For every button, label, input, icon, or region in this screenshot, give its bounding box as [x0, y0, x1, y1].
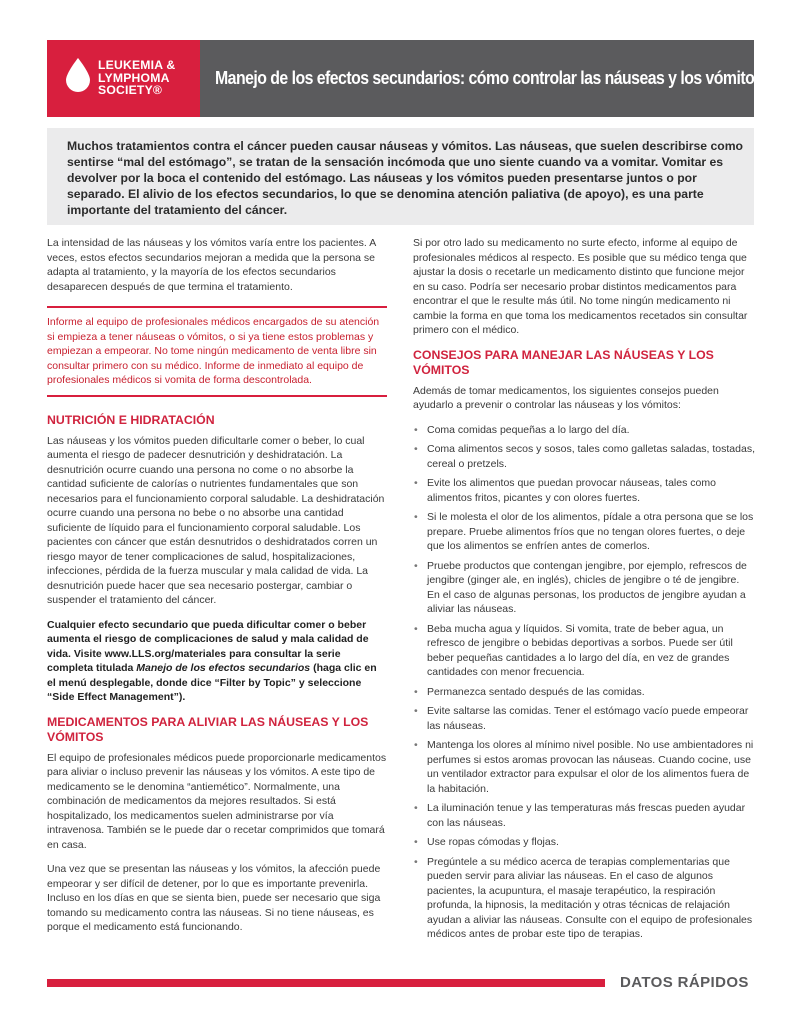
- alert-box: [47, 306, 387, 397]
- list-item: • Coma alimentos secos y sosos, tales como galletas saladas, tostadas, cereal o pretzels.: [413, 442, 755, 471]
- logo-line: SOCIETY®: [98, 83, 163, 97]
- logo-wordmark: [98, 59, 175, 97]
- blood-drop-icon: [66, 58, 90, 92]
- alert-text: Informe al equipo de profesionales médicos encargados de su atención si empieza a tener náuseas o vómitos, o si ya tiene estos problemas y empiezan a empeorar. No tome ningún medicamento de venta libre sin consultar primero con su médico. Informe de inmediato al equipo de profesionales médicos si vomita de forma descontrolada.: [47, 316, 380, 386]
- header-banner: [47, 40, 763, 117]
- logo-line: LYMPHOMA: [98, 70, 170, 85]
- list-item: • Use ropas cómodas y flojas.: [413, 835, 755, 850]
- intro-box: [47, 128, 754, 225]
- list-item: • Coma comidas pequeñas a lo largo del día.: [413, 423, 755, 438]
- medications-paragraph: El equipo de profesionales médicos puede proporcionarle medicamentos para aliviar o incluso prevenir las náuseas y los vómitos. A este tipo de medicamento se le denomina “antiemético”. Normalmente, una combinación de medicamentos da mejores resultados. Si está hospitalizado, los medicamentos suelen administrarse por vía intravenosa. También se le puede dar o recetar comprimidos que tomará en casa.: [47, 751, 387, 851]
- tips-list: [413, 423, 755, 942]
- nutrition-heading: NUTRICIÓN E HIDRATACIÓN: [47, 412, 215, 427]
- list-item: • Si le molesta el olor de los alimentos, pídale a otra persona que se los prepare. Pruebe alimentos fríos que no tengan olores fuertes, o deje que los alimentos se enfríen antes de comerlos.: [413, 510, 755, 554]
- left-column: [47, 236, 387, 945]
- series-note-text-end: (haga clic en el menú desplegable, donde dice “Filter by Topic” y seleccione “Side Effect Management”).: [47, 662, 377, 703]
- list-item: • Permanezca sentado después de las comidas.: [413, 685, 755, 700]
- adjust-paragraph: Si por otro lado su medicamento no surte efecto, informe al equipo de profesionales médicos al respecto. Es posible que su médico tenga que ajustar la dosis o recetarle un medicamento distinto que funcione mejor en su caso. Podría ser necesario probar distintos medicamentos para encontrar el que le resulte más útil. No tome ningún medicamento ni cambie la forma en que toma los medicamentos recetados sin consultar primero con el médico.: [413, 237, 748, 336]
- tips-intro: Además de tomar medicamentos, los siguientes consejos pueden ayudarlo a prevenir o controlar las náuseas y los vómitos:: [413, 384, 719, 411]
- list-item: • Pregúntele a su médico acerca de terapias complementarias que pueden servir para aliviar las náuseas. En el caso de algunos pacientes, la acupuntura, el masaje terapéutico, la respiración profunda, la hipnosis, la meditación y otras técnicas de relajación ayudan a aliviar las náuseas. Consulte con el equipo de profesionales médicos antes de probar este tipo de terapias.: [413, 855, 755, 942]
- footer-label: DATOS RÁPIDOS: [620, 974, 749, 991]
- medications-heading: MEDICAMENTOS PARA ALIVIAR LAS NÁUSEAS Y LOS VÓMITOS: [47, 714, 369, 744]
- logo-line: LEUKEMIA &: [98, 58, 176, 72]
- list-item: • Evite los alimentos que puedan provocar náuseas, tales como alimentos fritos, picantes y con olores fuertes.: [413, 476, 755, 505]
- lls-logo[interactable]: [47, 40, 200, 117]
- tips-heading: CONSEJOS PARA MANEJAR LAS NÁUSEAS Y LOS VÓMITOS: [413, 347, 714, 377]
- list-item: • Pruebe productos que contengan jengibre, por ejemplo, refrescos de jengibre (ginger ale, en inglés), chicles de jengibre o té de jengibre. En el caso de algunas personas, los productos de jengibre ayudan a aliviar las náuseas.: [413, 559, 755, 617]
- prevention-paragraph: Una vez que se presentan las náuseas y los vómitos, la afección puede empeorar y ser difícil de detener, por lo que es importante prevenirla. Incluso en los días en que se sienta bien, puede ser necesario que siga tomando su medicamento contra las náuseas. Si no tiene náuseas, es porque el medicamento está funcionando.: [47, 863, 381, 933]
- right-column: [413, 236, 755, 947]
- series-title: Manejo de los efectos secundarios: [136, 662, 311, 674]
- list-item: • Beba mucha agua y líquidos. Si vomita, trate de beber agua, un refresco de jengibre o bebidas deportivas a sorbos. Puede ser útil beber pequeñas cantidades a lo largo del día, en vez de grandes cantidades con menor frecuencia.: [413, 622, 755, 680]
- list-item: • Mantenga los olores al mínimo nivel posible. No use ambientadores ni perfumes si estos aromas provocan las náuseas. Cuando cocine, use un ventilador extractor para expulsar el olor de los alimentos fuera de la habitación.: [413, 738, 755, 796]
- footer-bar: [47, 979, 605, 987]
- nutrition-paragraph: Las náuseas y los vómitos pueden dificultarle comer o beber, lo cual aumenta el riesgo de padecer desnutrición y deshidratación. La desnutrición ocurre cuando una persona no come o no absorbe la cantidad suficiente de calorías o nutrientes fundamentales que son necesarios para el funcionamiento corporal saludable. La deshidratación ocurre cuando una persona no bebe o no absorbe una cantidad suficiente de líquido para el funcionamiento corporal saludable. Los pacientes con cáncer que están desnutridos o deshidratados corren un riesgo mayor de tener complicaciones de salud, hospitalizaciones, infecciones, pérdida de la fuerza muscular y mala calidad de vida. La desnutrición puede hacer que sea necesario postergar, cambiar o suspender el tratamiento del cáncer.: [47, 434, 385, 606]
- intro-text: Muchos tratamientos contra el cáncer pueden causar náuseas y vómitos. Las náuseas, que suelen describirse como sentirse “mal del estómago”, se tratan de la sensación incómoda que uno siente cuando va a vomitar. Vomitar es devolver por la boca el contenido del estómago. Las náuseas y los vómitos pueden presentarse juntos o por separado. El alivio de los efectos secundarios, lo que se denomina atención paliativa (de apoyo), es una parte importante del tratamiento del cáncer.: [67, 139, 743, 217]
- intensity-paragraph: La intensidad de las náuseas y los vómitos varía entre los pacientes. A veces, estos efectos secundarios mejoran a medida que la persona se adapta al tratamiento, y la mayoría de los efectos secundarios desaparecen después de que termina el tratamiento.: [47, 237, 376, 293]
- list-item: • La iluminación tenue y las temperaturas más frescas pueden ayudar con las náuseas.: [413, 801, 755, 830]
- series-note-text: Cualquier efecto secundario que pueda dificultar comer o beber aumenta el riesgo de complicaciones de salud y mala calidad de vida. Visite www.LLS.org/materiales para consultar la serie completa titulada: [47, 618, 369, 674]
- page-title: Manejo de los efectos secundarios: cómo controlar las náuseas y los vómitos: [215, 68, 763, 88]
- list-item: • Evite saltarse las comidas. Tener el estómago vacío puede empeorar las náuseas.: [413, 704, 755, 733]
- series-note: [47, 618, 387, 705]
